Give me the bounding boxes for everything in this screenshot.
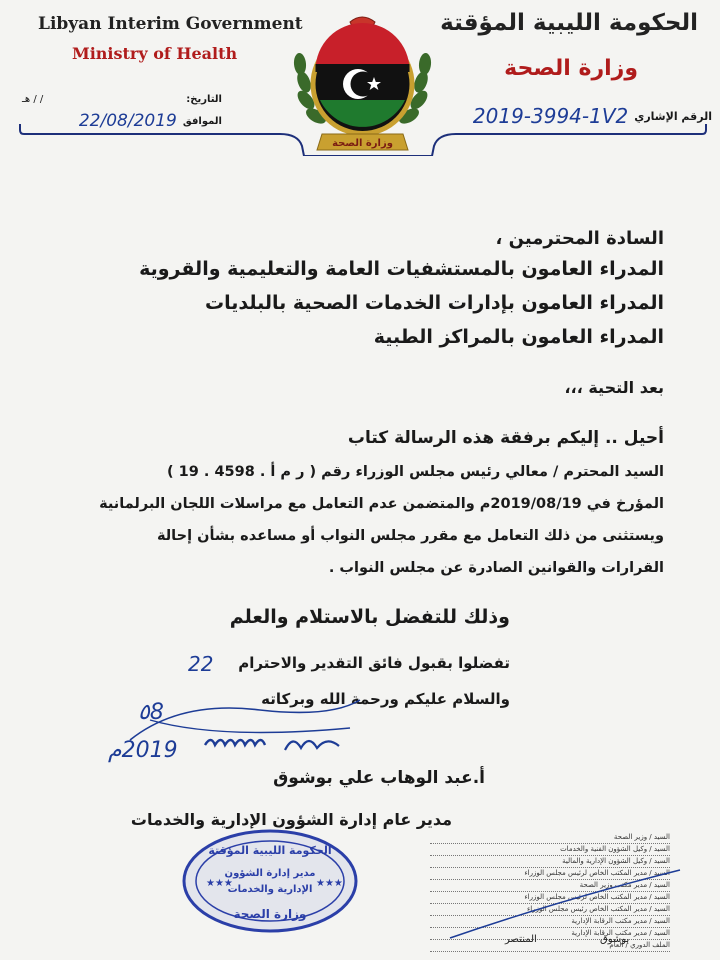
gregorian-date-row (22, 110, 222, 132)
cc-item: السيد / وكيل الشؤون الفنية والخدمات (430, 844, 670, 856)
english-government-name: Libyan Interim Government (38, 14, 303, 34)
footer-item: بوشوق (600, 934, 630, 945)
arabic-ministry-name: وزارة الصحة (504, 56, 638, 81)
cc-item: السيد / وزير الصحة (430, 832, 670, 844)
english-ministry-name: Ministry of Health (72, 44, 238, 63)
official-stamp (180, 826, 360, 936)
handwritten-number: 22 (188, 652, 214, 676)
emblem-caption: وزارة الصحة (332, 138, 393, 149)
cc-item: السيد / مدير المكتب الخاص لرئيس مجلس الوزراء (430, 892, 670, 904)
corresp-label: الموافق (182, 115, 222, 127)
paragraph-line: السيد المحترم / معالي رئيس مجلس الوزراء رقم ( ر م أ . 4598 . 19 ) (166, 464, 664, 480)
paragraph-line: القرارات والقوانين الصادرة عن مجلس النواب . (328, 560, 664, 576)
greeting: بعد التحية ،،، (564, 378, 664, 397)
reference-label: الرقم الإشاري (634, 109, 712, 123)
cc-item: السيد / مدير المكتب الخاص لرئيس مجلس الوزراء (430, 868, 670, 880)
hijri-date-row (22, 88, 222, 110)
svg-text:★★★: ★★★ (206, 878, 233, 889)
reference-number-row (420, 104, 712, 128)
salutation: السادة المحترمين ، (495, 228, 664, 249)
stamp-line: وزارة الصحة (233, 907, 307, 921)
dates-block (22, 88, 222, 132)
paragraph-line: المؤرخ في 2019/08/19م والمتضمن عدم التعامل مع مراسلات اللجان البرلمانية (99, 496, 664, 512)
stamp-line: الإدارية والخدمات (227, 884, 313, 895)
stamp-line: مدير إدارة الشؤون (224, 868, 316, 879)
stamp-line: الحكومة الليبية المؤقتة (208, 844, 332, 857)
reference-value: 2019-3994-1V2 (472, 104, 629, 128)
cc-item: السيد / مدير مكتب الرقابة الإدارية (430, 928, 670, 940)
paragraph-line: أحيل .. إليكم برفقة هذه الرسالة كتاب (347, 428, 664, 448)
signature-scribble (110, 680, 370, 770)
cc-item: السيد / وكيل الشؤون الإدارية والمالية (430, 856, 670, 868)
cc-item: الملف الدوري / العام (430, 940, 670, 952)
cc-item: السيد / مدير مكتب وزير الصحة (430, 880, 670, 892)
date-label: التاريخ: (186, 93, 222, 105)
peace-line: والسلام عليكم ورحمة الله وبركاته (261, 690, 510, 708)
recipient-line: المدراء العامون بإدارات الخدمات الصحية بالبلديات (205, 292, 664, 314)
cc-slash-line (440, 860, 690, 940)
arabic-government-name: الحكومة الليبية المؤقتة (440, 10, 698, 36)
date-value: / / هـ (22, 93, 44, 105)
closing-line: وذلك للتفضل بالاستلام والعلم (229, 606, 510, 628)
svg-text:★★★: ★★★ (316, 878, 343, 889)
handwritten-number-2: ٥8 (138, 700, 164, 725)
recipient-line: المدراء العامون بالمستشفيات العامة والتعليمية والقروية (139, 258, 664, 280)
signer-name: أ.عبد الوهاب علي بوشوق (273, 768, 485, 788)
paragraph-line: ويستثنى من ذلك التعامل مع مقرر مجلس النواب أو مساعده بشأن إحالة (156, 528, 664, 544)
handwritten-date: 2019م (108, 738, 178, 763)
recipient-line: المدراء العامون بالمراكز الطبية (373, 326, 664, 348)
cc-item: السيد / مدير المكتب الخاص رئيس مجلس الوزراء (430, 904, 670, 916)
footer-item: المنتصر (505, 934, 537, 945)
cc-item: السيد / مدير مكتب الرقابة الإدارية (430, 916, 670, 928)
corresp-value: 22/08/2019 (78, 111, 177, 131)
regards-line: تفضلوا بقبول فائق التقدير والاحترام (238, 654, 510, 672)
signer-title: مدير عام إدارة الشؤون الإدارية والخدمات (130, 810, 452, 829)
ministry-emblem-icon (290, 12, 435, 162)
